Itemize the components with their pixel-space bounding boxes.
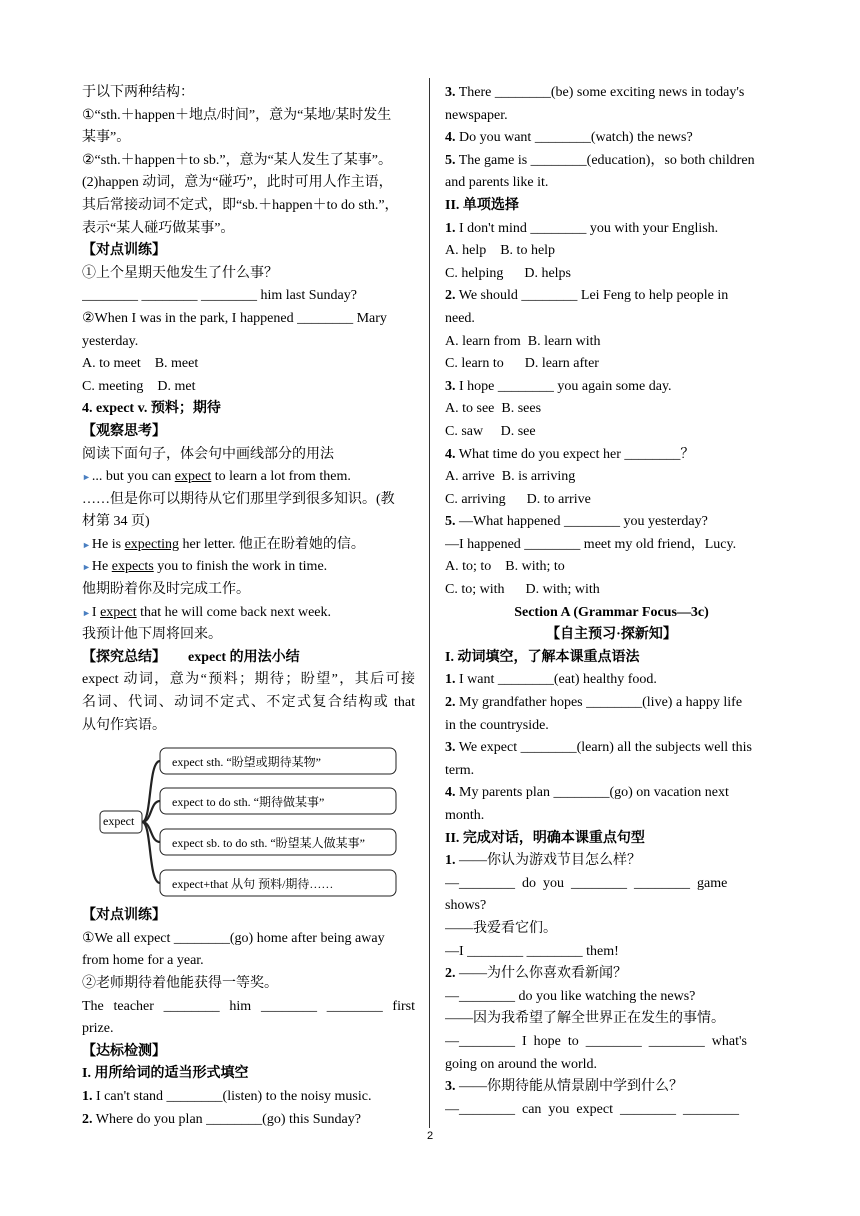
text-line: ②“sth.＋happen＋to sb.”，意为“某人发生了某事”。 — [82, 152, 393, 168]
diagram-branch-label: expect sb. to do sth. “盼望某人做某事” — [172, 836, 365, 851]
option-line: A. to meet B. meet — [82, 356, 199, 372]
text-line: newspaper. — [445, 107, 508, 123]
section-title: Section A (Grammar Focus—3c) — [514, 604, 709, 620]
text-line: ——我爱看它们。 — [445, 920, 557, 936]
exercise-line: 2. We should ________ Lei Feng to help people in — [445, 288, 729, 304]
exercise-line: 3. We expect ________(learn) all the subjects well this — [445, 740, 752, 756]
text-line: going on around the world. — [445, 1056, 598, 1072]
exercise-line: 5. —What happened ________ you yesterday? — [445, 514, 708, 530]
section-subtitle: 【自主预习·探新知】 — [546, 627, 677, 643]
subsection-heading: I. 动词填空，了解本课重点语法 — [445, 649, 640, 665]
option-line: A. arrive B. is arriving — [445, 469, 576, 485]
exercise-line: 3. I hope ________ you again some day. — [445, 378, 672, 394]
option-line: A. to; to B. with; to — [445, 559, 565, 575]
exercise-line: 4. My parents plan ________(go) on vacation next — [445, 785, 729, 801]
text-line: 从句作宾语。 — [82, 717, 166, 733]
exercise-line: 1. I can't stand ________(listen) to the noisy music. — [82, 1088, 372, 1104]
text-line: 某事”。 — [82, 130, 131, 146]
bullet-triangle-icon: ► — [82, 539, 91, 550]
diagram-branch-label: expect sth. “盼望或期待某物” — [172, 755, 321, 770]
exercise-line: 3. ——你期待能从情景剧中学到什么？ — [445, 1079, 683, 1095]
exercise-line: 1. ——你认为游戏节目怎么样？ — [445, 853, 641, 869]
exercise-line: —I ________ ________ them! — [445, 943, 619, 959]
exercise-line: —________ do you like watching the news? — [445, 988, 696, 1004]
text-line: need. — [445, 310, 475, 326]
exercise-line: —________ I hope to ________ ________ what's — [445, 1033, 747, 1049]
subsection-heading: II. 完成对话，明确本课重点句型 — [445, 830, 645, 846]
exercise-line: The teacher ________ him ________ ________ first — [82, 998, 415, 1014]
bullet-triangle-icon: ► — [82, 562, 91, 573]
exercise-line: 2. My grandfather hopes ________(live) a happy life — [445, 695, 743, 711]
section-heading: 【探究总结】 expect 的用法小结 — [82, 649, 300, 665]
vocab-heading: 4. expect v. 预料；期待 — [82, 401, 221, 417]
text-line: 于以下两种结构： — [82, 85, 194, 100]
exercise-line: ②When I was in the park, I happened ________ Mary — [82, 310, 387, 326]
exercise-line: 1. I want ________(eat) healthy food. — [445, 672, 657, 688]
diagram-branch-label: expect to do sth. “期待做某事” — [172, 795, 325, 810]
text-line: —I happened ________ meet my old friend，Lucy. — [445, 536, 737, 552]
section-heading: 【对点训练】 — [82, 908, 166, 924]
text-line: prize. — [82, 1021, 114, 1037]
text-line: and parents like it. — [445, 175, 549, 191]
text-line: 阅读下面句子，体会句中画线部分的用法 — [82, 446, 334, 462]
exercise-line: 1. I don't mind ________ you with your English. — [445, 220, 719, 236]
text-line: 他期盼着你及时完成工作。 — [82, 582, 250, 598]
exercise-line: 5. The game is ________(education)，so both children — [445, 152, 755, 168]
subsection-heading: II. 单项选择 — [445, 197, 519, 213]
right-column — [445, 82, 778, 1121]
option-line: C. helping D. helps — [445, 265, 571, 281]
text-line: 材第 34 页) — [82, 514, 150, 530]
option-line: A. to see B. sees — [445, 401, 542, 417]
page-number: 2 — [426, 1130, 434, 1142]
exercise-line: 4. Do you want ________(watch) the news? — [445, 130, 693, 146]
exercise-line: 4. What time do you expect her ________？ — [445, 446, 695, 462]
option-line: C. learn to D. learn after — [445, 356, 599, 372]
text-line: term. — [445, 762, 475, 778]
option-line: A. help B. to help — [445, 243, 556, 259]
text-line: 表示“某人碰巧做某事”。 — [82, 220, 235, 236]
option-line: C. arriving D. to arrive — [445, 491, 591, 507]
bullet-triangle-icon: ► — [82, 607, 91, 618]
diagram-branch-label: expect+that 从句 预料/期待…… — [172, 877, 334, 892]
option-line: C. meeting D. met — [82, 378, 196, 394]
exercise-line: 3. There ________(be) some exciting news in today's — [445, 85, 745, 100]
exercise-line: —________ do you ________ ________ game — [445, 875, 728, 891]
text-line: ①“sth.＋happen＋地点/时间”，意为“某地/某时发生 — [82, 107, 392, 123]
example-sentence: ►... but you can expect to learn a lot from them. — [82, 469, 351, 485]
text-line: 其后常接动词不定式，即“sb.＋happen＋to do sth.”， — [82, 197, 399, 213]
text-line: from home for a year. — [82, 953, 204, 969]
subsection-heading: I. 用所给词的适当形式填空 — [82, 1066, 249, 1082]
text-line: month. — [445, 808, 485, 823]
text-line: ②老师期待着他能获得一等奖。 — [82, 976, 278, 991]
exercise-line: —________ can you expect ________ ________ — [445, 1101, 739, 1117]
exercise-line: 2. ——为什么你喜欢看新闻？ — [445, 966, 627, 982]
section-heading: 【达标检测】 — [82, 1043, 166, 1059]
option-line: A. learn from B. learn with — [445, 333, 601, 349]
exercise-line: ________ ________ ________ him last Sunday? — [82, 288, 357, 304]
text-line: ①上个星期天他发生了什么事？ — [82, 265, 278, 281]
exercise-line: 2. Where do you plan ________(go) this Sunday? — [82, 1111, 361, 1127]
text-line: 名词、代词、动词不定式、不定式复合结构或 that — [82, 695, 415, 711]
text-line: shows? — [445, 898, 487, 914]
section-heading: 【对点训练】 — [82, 243, 166, 259]
option-line: C. saw D. see — [445, 423, 536, 439]
example-sentence: ►He expects you to finish the work in time. — [82, 559, 328, 575]
text-line: expect 动词，意为“预料；期待；盼望”，其后可接 — [82, 672, 415, 688]
text-line: ……但是你可以期待从它们那里学到很多知识。(教 — [82, 491, 395, 507]
text-line: ——因为我希望了解全世界正在发生的事情。 — [445, 1011, 725, 1027]
text-line: yesterday. — [82, 333, 139, 349]
section-heading: 【观察思考】 — [82, 423, 166, 439]
text-line: (2)happen 动词，意为“碰巧”，此时可用人作主语， — [82, 175, 393, 191]
example-sentence: ►He is expecting her letter. 他正在盼着她的信。 — [82, 536, 365, 552]
expect-usage-diagram — [82, 743, 415, 901]
exercise-line: ①We all expect ________(go) home after being away — [82, 930, 385, 946]
text-line: in the countryside. — [445, 717, 549, 733]
diagram-center-label: expect — [103, 814, 135, 829]
text-line: 我预计他下周将回来。 — [82, 627, 222, 643]
left-column — [82, 82, 415, 1131]
bullet-triangle-icon: ► — [82, 472, 91, 483]
example-sentence: ►I expect that he will come back next week. — [82, 604, 331, 620]
option-line: C. to; with D. with; with — [445, 582, 600, 598]
column-divider — [429, 78, 430, 1128]
